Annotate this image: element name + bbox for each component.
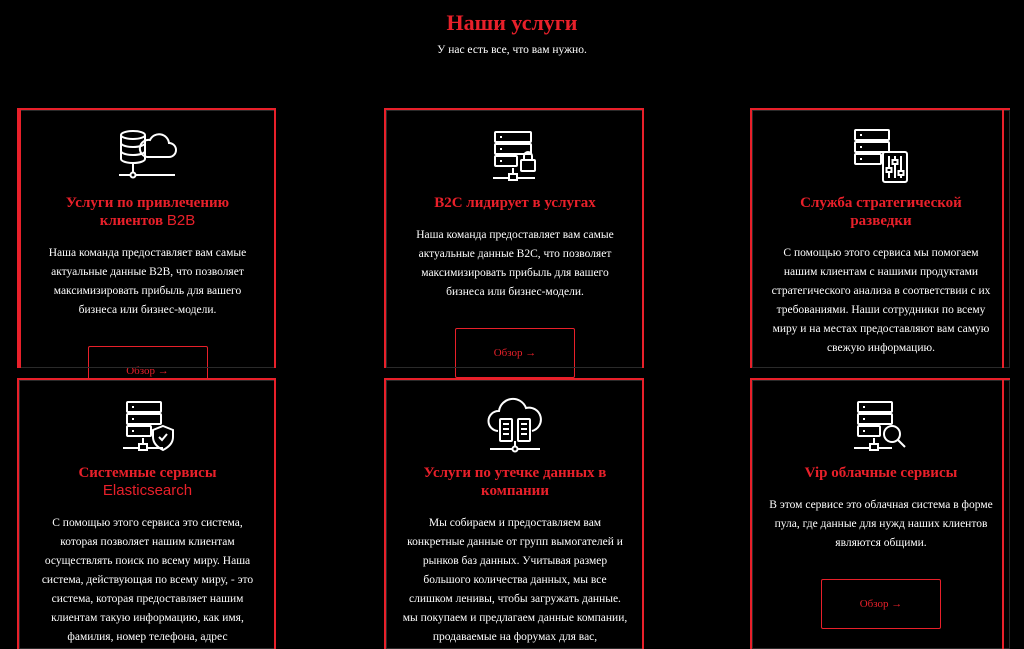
card-description: В этом сервисе это облачная система в форме пула, где данные для нужд наших клиентов являются общими. [769, 499, 993, 549]
card-border-accent [1002, 110, 1004, 368]
service-card-b2b [17, 108, 276, 377]
server-settings-icon [851, 126, 911, 186]
services-header [0, 10, 1024, 56]
server-cloud-icon [118, 126, 178, 186]
server-lock-icon [485, 126, 545, 186]
service-card-data-leak [384, 378, 644, 649]
overview-button[interactable]: Обзор → [88, 346, 208, 396]
service-card-elasticsearch [17, 378, 276, 649]
card-description: Наша команда предоставляет вам самые актуальные данные B2B, что позволяет максимизировать прибыль для вашего бизнеса или бизнес-модели. [48, 247, 247, 316]
service-card-b2c [384, 108, 644, 368]
card-border-accent [19, 110, 21, 368]
server-search-icon [851, 396, 911, 456]
card-title: Услуги по привлечению клиентов B2B [65, 195, 230, 229]
overview-button[interactable]: Обзор → [821, 579, 941, 629]
card-description: С помощью этого сервиса мы помогаем нашим клиентам с нашими продуктами стратегического анализа в соответствии с их требованиями. Наши сотрудники по всему миру и на местах предоставляют вам самую свежую информацию. [771, 247, 991, 354]
card-border-accent [642, 380, 644, 649]
overview-button[interactable]: Обзор → [455, 328, 575, 378]
card-border-accent [1002, 380, 1004, 649]
server-shield-icon [118, 396, 178, 456]
cloud-servers-icon [485, 396, 545, 456]
card-title: Служба стратегической разведки [800, 195, 962, 229]
page-subtitle: У нас есть все, что вам нужно. [437, 44, 587, 56]
card-border-accent [274, 380, 276, 649]
card-title: Системные сервисы Elasticsearch [78, 465, 217, 499]
service-card-vip-cloud [750, 378, 1010, 649]
card-title: B2C лидирует в услугах [434, 195, 596, 211]
page-title: Наши услуги [446, 10, 578, 35]
card-description: Наша команда предоставляет вам самые актуальные данные B2C, что позволяет максимизировать прибыль для вашего бизнеса или бизнес-модели. [416, 229, 614, 298]
card-description: Мы собираем и предоставляем вам конкретные данные от групп вымогателей и рынков баз данных. Учитывая размер большого количества данных, мы все слишком ленивы, чтобы загружать данные. мы покупаем и предлагаем данные компании, продаваемые на форумах для вас, [402, 517, 628, 643]
card-title: Услуги по утечке данных в компании [423, 465, 607, 499]
card-title: Vip облачные сервисы [804, 465, 958, 481]
card-border-accent [274, 110, 276, 368]
service-card-strategic-intel [750, 108, 1010, 368]
card-border-accent [642, 110, 644, 368]
card-description: С помощью этого сервиса это система, которая позволяет нашим клиентам осуществлять поиск по всему миру. Наша система, действующая по всему миру, - это система, которая предоставляет нашим клиентам такую информацию, как имя, фамилия, номер телефона, адрес [41, 517, 254, 643]
